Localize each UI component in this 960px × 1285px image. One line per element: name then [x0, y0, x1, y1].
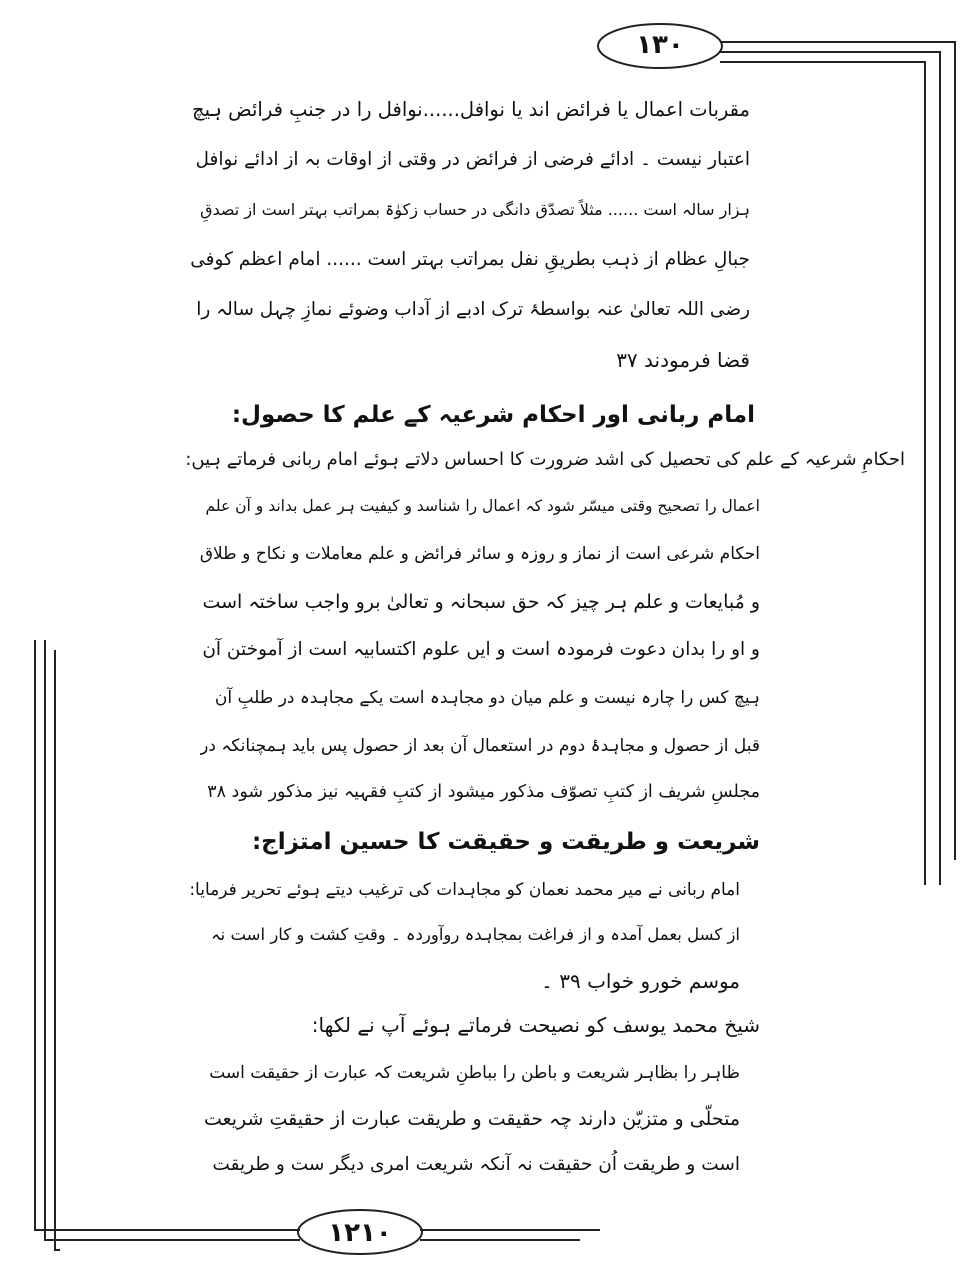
- quote-line: جبالِ عظام از ذہب بطریقِ نفل بمراتب بہتر است ...... امام اعظم کوفی: [190, 249, 750, 270]
- quote-line: اعتبار نیست ۔ ادائے فرضی از فرائض در وقتی از اوقات بہ از ادائے نوافل: [195, 149, 750, 170]
- quote-line: و او را بدان دعوت فرمودہ است و ایں علوم اکتسابیہ است از آموختن آن: [202, 639, 760, 660]
- quote-line: است و طریقت اُن حقیقت نہ آنکہ شریعت امری دیگر ست و طریقت: [212, 1154, 740, 1175]
- quote-line: ہزار سالہ است ...... مثلاً تصدّق دانگی در حساب زکوٰۃ بمراتب بہتر است از تصدقِ: [200, 200, 750, 219]
- quote-line: احکام شرعی است از نماز و روزہ و سائر فرائض و علم معاملات و نکاح و طلاق: [200, 544, 760, 564]
- quote-line: مقربات اعمال یا فرائض اند یا نوافل......نوافل را در جنبِ فرائض ہیچ: [192, 98, 750, 121]
- bottom-page-number: ۱۲۱۰: [328, 1218, 392, 1248]
- section-intro-shariat: امام ربانی نے میر محمد نعمان کو مجاہدات کی ترغیب دیتے ہوئے تحریر فرمایا:: [189, 880, 740, 900]
- section-heading-ilm: امام ربانی اور احکام شرعیہ کے علم کا حصول:: [231, 402, 755, 428]
- quote-line: مجلسِ شریف از کتبِ تصوّف مذکور میشود از کتبِ فقہیہ نیز مذکور شود ۳۸: [207, 782, 760, 802]
- quote-line: متحلّی و متزیّن دارند چہ حقیقت و طریقت عبارت از حقیقتِ شریعت: [203, 1108, 740, 1130]
- top-page-number: ۱۳۰: [636, 30, 684, 60]
- quote-line: ظاہر را بظاہر شریعت و باطن را بباطنِ شریعت کہ عبارت از حقیقت است: [209, 1063, 740, 1083]
- quote-line: از کسل بعمل آمدہ و از فراغت بمجاہدہ روآوردہ ۔ وقتِ کشت و کار است نہ: [210, 925, 740, 944]
- quote-line: و مُبایعات و علم ہر چیز کہ حق سبحانہ و تعالیٰ برو واجب ساختہ است: [202, 591, 760, 613]
- section-intro-yusuf: شیخ محمد یوسف کو نصیحت فرماتے ہوئے آپ نے لکھا:: [311, 1013, 760, 1037]
- quote-line: رضی اللہ تعالیٰ عنہ بواسطۂ ترک ادبے از آداب وضوئے نمازِ چہل سالہ را: [196, 299, 750, 320]
- quote-line: قضا فرمودند ۳۷: [616, 348, 750, 372]
- quote-line: قبل از حصول و مجاہدۂ دوم در استعمال آن بعد از حصول پس باید ہمچنانکہ در: [200, 736, 760, 756]
- section-intro-ilm: احکامِ شرعیہ کے علم کی تحصیل کی اشد ضرورت کا احساس دلاتے ہوئے امام ربانی فرماتے ہیں:: [185, 449, 905, 470]
- section-heading-shariat: شریعت و طریقت و حقیقت کا حسین امتزاج:: [251, 829, 760, 855]
- quote-line: موسم خورو خواب ۳۹ ۔: [541, 969, 740, 993]
- quote-line: ہیچ کس را چارہ نیست و علم میان دو مجاہدہ است یکے مجاہدہ در طلبِ آن: [214, 688, 760, 708]
- quote-line: اعمال را تصحیح وقتی میسّر شود کہ اعمال را شناسد و کیفیت ہر عمل بداند و آن علم: [205, 497, 760, 515]
